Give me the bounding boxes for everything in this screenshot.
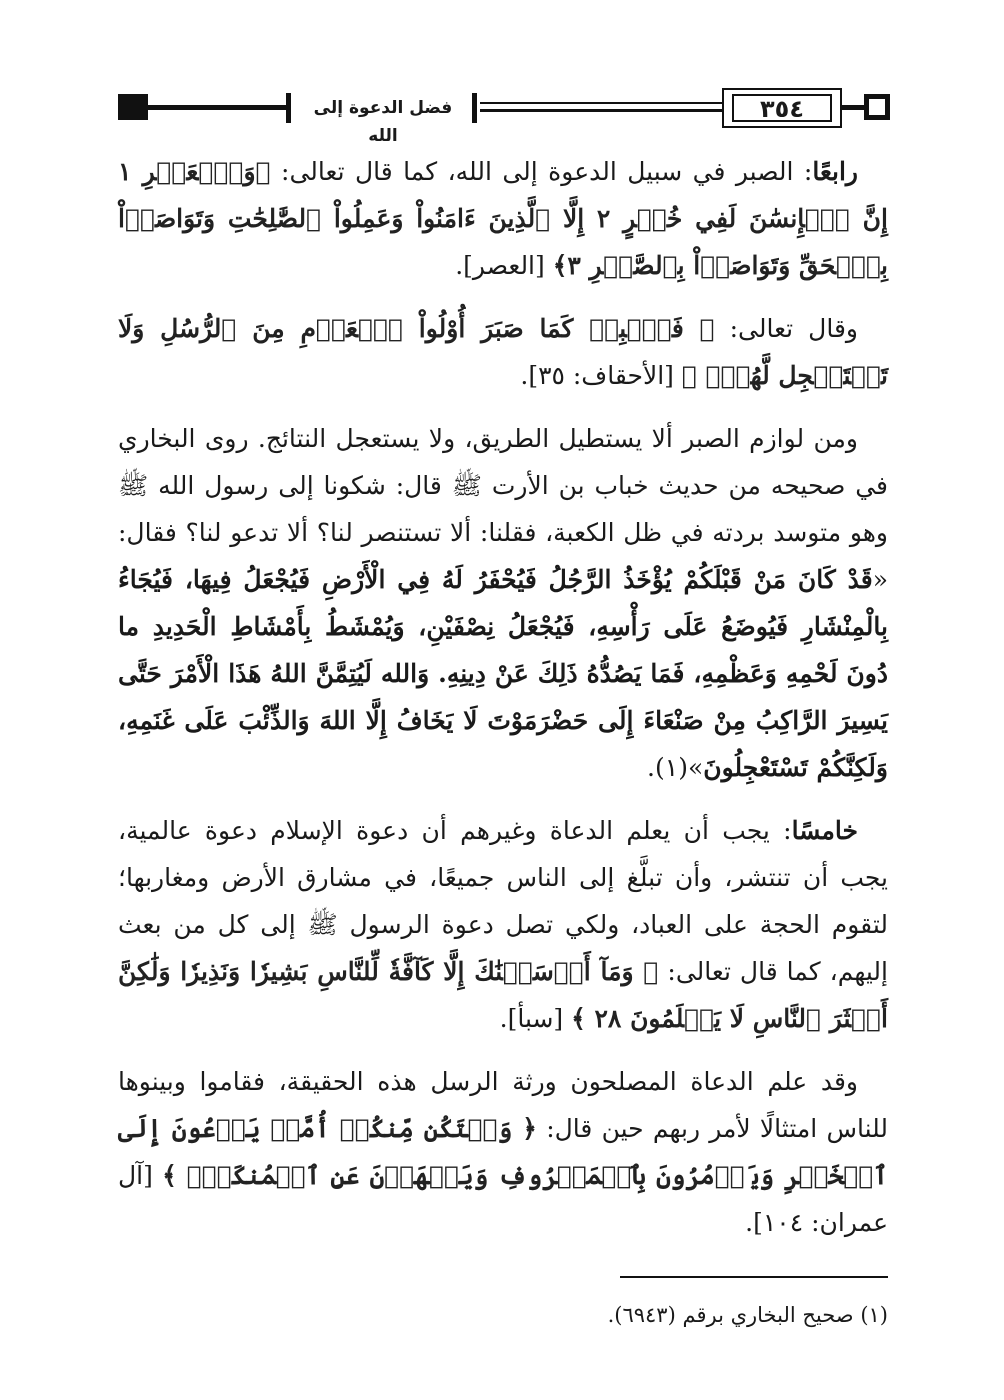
paragraph <box>118 148 888 289</box>
body-text: : الصبر في سبيل الدعوة إلى الله، كما قال تعالى: <box>270 157 813 186</box>
quran-verse: ﴿ وَلۡتَكُن مِّنكُمۡ أُمَّةٞ يَدۡعُونَ إِلَى ٱلۡخَيۡرِ وَيَأۡمُرُونَ بِٱلۡمَعۡرُوفِ وَيَنۡهَوۡنَ عَنِ ٱلۡمُنكَرِۚ ﴾ <box>118 1114 888 1190</box>
verse-reference: [الأحقاف: ٣٥]. <box>520 361 682 390</box>
page-body <box>118 148 888 1262</box>
running-header <box>118 88 888 146</box>
footnote-separator <box>620 1276 888 1278</box>
footnote-marker: »(١). <box>647 753 704 782</box>
paragraph <box>118 1058 888 1246</box>
verse-reference: [سبأ]. <box>499 1004 572 1033</box>
header-bar-divider <box>286 93 291 123</box>
verse-reference: [آل عمران: ١٠٤]. <box>118 1161 888 1237</box>
body-text: وقال تعالى: <box>714 314 858 343</box>
header-ornament-square-right <box>864 94 890 120</box>
paragraph <box>118 415 888 791</box>
page-number: ٣٥٤ <box>732 94 832 122</box>
header-bar-divider <box>472 93 477 123</box>
body-text: وقد علم الدعاة المصلحون ورثة الرسل هذه الحقيقة، فقاموا وبينوها للناس امتثالًا لأمر ربهم حين قال: <box>118 1067 889 1143</box>
page-number-frame <box>722 88 842 128</box>
section-lead: رابعًا <box>812 157 858 186</box>
quran-verse: ﴿ وَمَآ أَرۡسَلۡنَٰكَ إِلَّا كَآفَّةٗ لِّلنَّاسِ بَشِيرٗا وَنَذِيرٗا وَلَٰكِنَّ أَكۡثَرَ ٱلنَّاسِ لَا يَعۡلَمُونَ ٢٨ ﴾ <box>118 957 888 1033</box>
quran-verse: ﴿ فَٱصۡبِرۡ كَمَا صَبَرَ أُوْلُواْ ٱلۡعَزۡمِ مِنَ ٱلرُّسُلِ وَلَا تَسۡتَعۡجِل لَّهُمۡۚ ﴾ <box>118 314 888 390</box>
footnote: (١) صحيح البخاري برقم (٦٩٤٣). <box>607 1303 888 1327</box>
paragraph <box>118 305 888 399</box>
body-text: ومن لوازم الصبر ألا يستطيل الطريق، ولا يستعجل النتائج. روى البخاري في صحيحه من حديث خباب بن الأرت ﷺ قال: شكونا إلى رسول الله ﷺ وهو متوسد بردته في ظل الكعبة، فقلنا: ألا تستنصر لنا؟ ألا تدعو لنا؟ فقال: « <box>118 424 888 594</box>
quran-verse: ﴿وَٱلۡعَصۡرِ ١ إِنَّ ٱلۡإِنسَٰنَ لَفِي خُسۡرٍ ٢ إِلَّا ٱلَّذِينَ ءَامَنُواْ وَعَمِلُواْ ٱلصَّٰلِحَٰتِ وَتَوَاصَوۡاْ بِٱلۡحَقِّ وَتَوَاصَوۡاْ بِٱلصَّبۡرِ ٣﴾ <box>118 157 888 280</box>
header-rule-left <box>148 105 288 110</box>
verse-reference: [العصر]. <box>455 251 553 280</box>
book-title: فضل الدعوة إلى الله <box>313 98 453 146</box>
section-lead: خامسًا <box>791 816 858 845</box>
body-text: : يجب أن يعلم الدعاة وغيرهم أن دعوة الإسلام دعوة عالمية، يجب أن تنتشر، وأن تبلَّغ إلى الناس جميعًا، في مشارق الأرض ومغاربها؛ لتقوم الحجة على العباد، ولكي تصل دعوة الرسول ﷺ إلى كل من بعث إليهم، كما قال تعالى: <box>118 816 888 986</box>
header-rule-right <box>842 105 864 110</box>
paragraph <box>118 807 888 1042</box>
header-ornament-square-left <box>118 94 148 120</box>
hadith-text: قَدْ كَانَ مَنْ قَبْلَكُمْ يُؤْخَذُ الرَّجُلُ فَيُحْفَرُ لَهُ فِي الْأَرْضِ فَيُجْعَلُ فِيهَا، فَيُجَاءُ بِالْمِنْشَارِ فَيُوضَعُ عَلَى رَأْسِهِ، فَيُجْعَلُ نِصْفَيْنِ، وَيُمْشَطُ بِأَمْشَاطِ الْحَدِيدِ ما دُونَ لَحْمِهِ وَعَظْمِهِ، فَمَا يَصُدُّهُ ذَلِكَ عَنْ دِينِهِ. وَالله لَيُتِمَّنَّ اللهُ هَذَا الْأَمْرَ حَتَّى يَسِيرَ الرَّاكِبُ مِنْ صَنْعَاءَ إِلَى حَضْرَمَوْتَ لَا يَخَافُ إِلَّا اللهَ وَالذِّئْبَ عَلَى غَنَمِهِ، وَلَكِنَّكُمْ تَسْتَعْجِلُونَ <box>118 565 888 782</box>
